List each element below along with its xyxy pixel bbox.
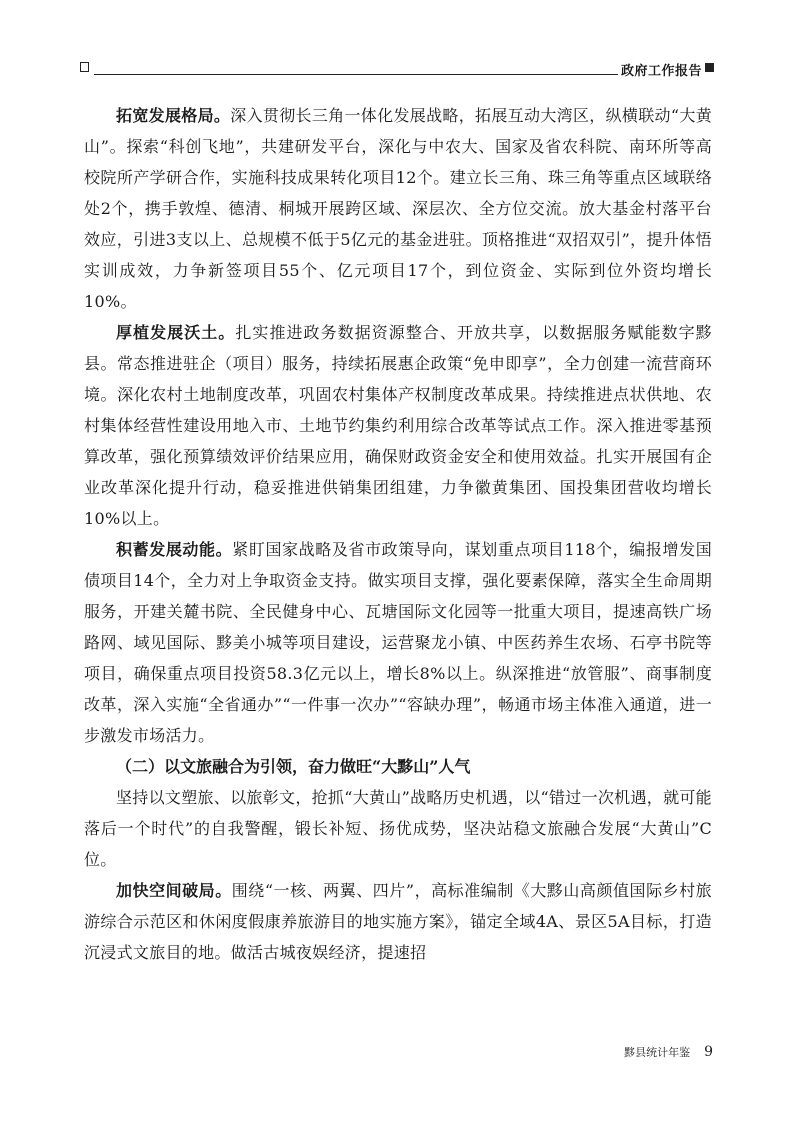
paragraph-lead: 积蓄发展动能。 [116,540,233,559]
paragraph [84,534,712,751]
header-rule [94,74,618,75]
paragraph-lead: 拓宽发展格局。 [116,106,231,125]
paragraph [84,875,712,968]
header-title: 政府工作报告 [620,64,702,79]
paragraph-text: 紧盯国家战略及省市政策导向，谋划重点项目118个，编报增发国债项目14个，全力对上争取资金支持。做实项目支撑，强化要素保障，落实全生命周期服务，开建关麓书院、全民健身中心、瓦塘国际文化园等一批重大项目，提速高铁广场路网、域见国际、黟美小城等项目建设，运营聚龙小镇、中医药养生农场、石亭书院等项目，确保重点项目投资58.3亿元以上，增长8%以上。纵深推进“放管服”、商事制度改革，深入实施“全省通办”“一件事一次办”“容缺办理”，畅通市场主体准入通道，进一步激发市场活力。 [84,540,712,745]
paragraph: 坚持以文塑旅、以旅彰文，抢抓“大黄山”战略历史机遇，以“错过一次机遇，就可能落后一个时代”的自我警醒，锻长补短、扬优成势，坚决站稳文旅融合发展“大黄山”C位。 [84,788,712,869]
paragraph-text: 围绕“一核、两翼、四片”，高标准编制《大黟山高颜值国际乡村旅游综合示范区和休闲度假康养旅游目的地实施方案》，锚定全域4A、景区5A目标，打造沉浸式文旅目的地。做活古城夜娱经济，提速招 [84,881,712,962]
paragraph-text: 深入贯彻长三角一体化发展战略，拓展互动大湾区，纵横联动“大黄山”。探索“科创飞地”，共建研发平台，深化与中农大、国家及省农科院、南环所等高校院所产学研合作，实施科技成果转化项目12个。建立长三角、珠三角等重点区域联络处2个，携手敦煌、德清、桐城开展跨区域、深层次、全方位交流。放大基金村落平台效应，引进3支以上、总规模不低于5亿元的基金进驻。顶格推进“双招双引”，提升体悟实训成效，力争新签项目55个、亿元项目17个，到位资金、实际到位外资均增长10%。 [84,106,712,311]
paragraph-lead: 厚植发展沃土。 [116,323,236,342]
page-footer [624,1044,713,1060]
paragraph-text: 扎实推进政务数据资源整合、开放共享，以数据服务赋能数字黟县。常态推进驻企（项目）服务，持续拓展惠企政策“免申即享”，全力创建一流营商环境。深化农村土地制度改革，巩固农村集体产权制度改革成果。持续推进点状供地、农村集体经营性建设用地入市、土地节约集约利用综合改革等试点工作。深入推进零基预算改革，强化预算绩效评价结果应用，确保财政资金安全和使用效益。扎实开展国有企业改革深化提升行动，稳妥推进供销集团组建，力争徽黄集团、国投集团营收均增长10%以上。 [84,323,712,528]
paragraph-lead: 加快空间破局。 [116,881,232,900]
running-header [80,60,714,78]
document-body [84,100,712,968]
paragraph [84,317,712,534]
header-box-icon [80,62,89,72]
footer-publication: 黟县统计年鉴 [624,1046,691,1059]
header-square-icon [705,63,714,72]
page-number: 9 [704,1044,713,1060]
section-heading: （二）以文旅融合为引领，奋力做旺“大黟山”人气 [116,757,471,776]
paragraph [84,100,712,317]
